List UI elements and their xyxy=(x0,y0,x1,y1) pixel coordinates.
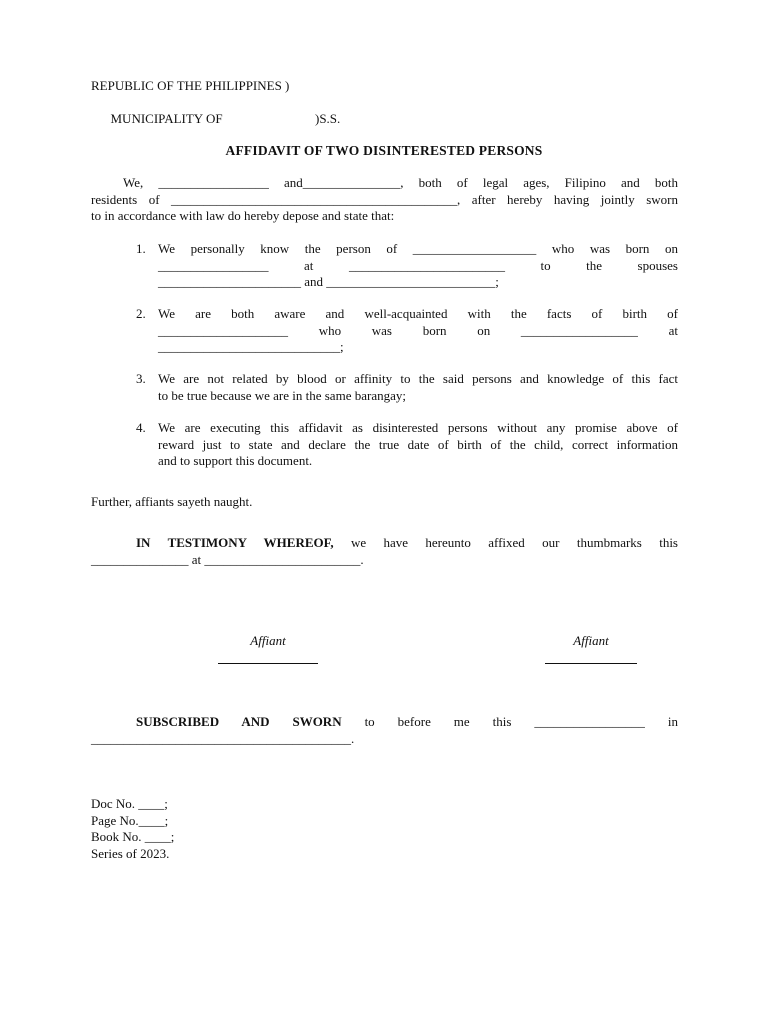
list-item xyxy=(136,306,678,356)
further-statement: Further, affiants sayeth naught. xyxy=(91,494,253,509)
item-line: ____________________________; xyxy=(158,339,344,354)
doc-number: Doc No. ____; xyxy=(91,796,168,811)
item-line: ______________________ and __________________________; xyxy=(158,274,499,289)
testimony-paragraph xyxy=(91,535,678,568)
jurat-text: to before me this _________________ in xyxy=(341,714,678,729)
ss-label: )S.S. xyxy=(315,111,341,126)
item-number: 2. xyxy=(136,306,146,321)
item-line: _________________ at ________________________ to the spouses xyxy=(158,257,678,273)
signature-line xyxy=(218,663,318,664)
list-item xyxy=(136,241,678,291)
item-number: 4. xyxy=(136,420,146,435)
jurat-paragraph xyxy=(91,714,678,747)
item-line: reward just to state and declare the true date of birth of the child, correct information xyxy=(158,436,678,452)
intro-line-1: We, _________________ and_______________, both of legal ages, Filipino and both xyxy=(123,175,678,190)
item-line: and to support this document. xyxy=(158,453,313,468)
testimony-line-2: _______________ at ________________________. xyxy=(91,551,364,567)
document-title: AFFIDAVIT OF TWO DISINTERESTED PERSONS xyxy=(225,143,543,158)
item-line: We are executing this affidavit as disinterested persons without any promise above of xyxy=(158,420,678,435)
item-line: We are both aware and well-acquainted with the facts of birth of xyxy=(158,306,678,321)
municipality-line xyxy=(91,95,341,145)
item-line: We are not related by blood or affinity to the said persons and knowledge of this fact xyxy=(158,371,678,386)
venue-header xyxy=(91,78,341,144)
testimony-heading: IN TESTIMONY WHEREOF, xyxy=(136,535,334,550)
list-item xyxy=(136,371,678,404)
affiant-signature-left xyxy=(218,633,318,664)
jurat-heading: SUBSCRIBED AND SWORN xyxy=(136,714,342,729)
intro-paragraph xyxy=(91,175,678,225)
signature-line xyxy=(545,663,637,664)
series-year: Series of 2023. xyxy=(91,845,170,861)
affiant-signature-right xyxy=(545,633,637,664)
affiant-label: Affiant xyxy=(250,633,286,648)
notary-details xyxy=(91,796,174,862)
jurat-line-1 xyxy=(91,714,678,731)
item-line: ____________________ who was born on __________________ at xyxy=(158,322,678,338)
testimony-text: we have hereunto affixed our thumbmarks this xyxy=(333,535,678,550)
municipality-label: MUNICIPALITY OF xyxy=(110,111,223,126)
item-number: 3. xyxy=(136,371,146,386)
item-number: 1. xyxy=(136,241,146,256)
book-number: Book No. ____; xyxy=(91,829,175,844)
item-line: to be true because we are in the same barangay; xyxy=(158,387,406,403)
testimony-line-1 xyxy=(91,535,678,552)
page-number: Page No.____; xyxy=(91,812,169,828)
item-line: We personally know the person of ___________________ who was born on xyxy=(158,241,678,256)
affiant-label: Affiant xyxy=(573,633,609,648)
intro-line-2: residents of ____________________________________________, after hereby having jointly sworn xyxy=(91,191,678,207)
intro-line-3: to in accordance with law do hereby depose and state that: xyxy=(91,208,395,223)
jurat-line-2: ________________________________________. xyxy=(91,730,355,746)
republic-line: REPUBLIC OF THE PHILIPPINES ) xyxy=(91,78,290,93)
list-item xyxy=(136,420,678,470)
